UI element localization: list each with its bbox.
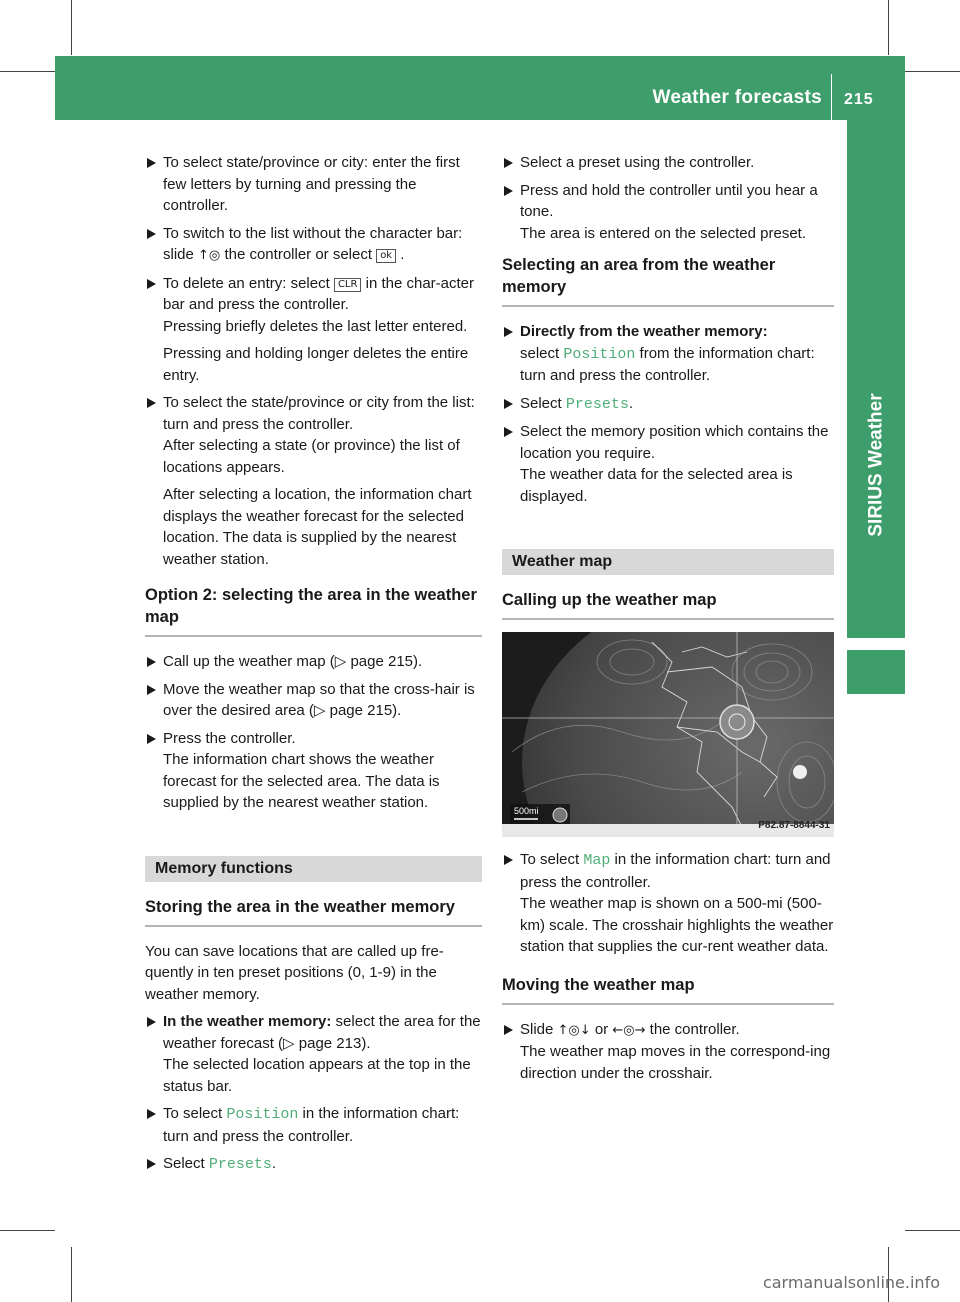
right-column	[502, 152, 834, 1090]
list-item	[502, 321, 834, 387]
list-item	[145, 1011, 482, 1097]
list-item	[145, 1103, 482, 1147]
instruction-text: Call up the weather map (▷ page 215).	[163, 653, 423, 670]
list-item	[502, 180, 834, 245]
crop-mark	[888, 0, 889, 55]
instruction-text: To select the state/province or city from the list: turn and press the controller.	[163, 394, 475, 433]
page-title: Weather forecasts	[652, 87, 822, 108]
section-heading: Moving the weather map	[502, 974, 834, 1005]
instruction-text: Select Presets.	[520, 394, 634, 413]
section-heading: Option 2: selecting the area in the weather map	[145, 584, 482, 637]
slide-up-controller-icon: ↑◎	[198, 248, 221, 263]
list-item	[145, 392, 482, 570]
list-item	[145, 651, 482, 673]
slide-left-right-controller-icon: ←◎→	[612, 1022, 646, 1038]
figure-code: P82.87-8844-31	[758, 819, 830, 831]
crop-mark	[905, 71, 960, 72]
list-item	[502, 393, 834, 416]
menu-item-map: Map	[583, 852, 611, 869]
result-text: The weather map moves in the correspond-ing direction under the crosshair.	[520, 1043, 831, 1082]
watermark: carmanualsonline.info	[762, 1273, 940, 1292]
compass-icon	[553, 808, 567, 822]
result-text: The area is entered on the selected preset.	[520, 224, 807, 242]
instruction-text: select Position from the information chart: turn and press the controller.	[520, 344, 815, 384]
weather-map-image	[502, 632, 834, 837]
instruction-text: Move the weather map so that the cross-hair is over the desired area (▷ page 215).	[163, 680, 475, 719]
menu-item-position: Position	[563, 345, 636, 363]
slide-up-down-controller-icon: ↑◎↓	[557, 1022, 591, 1038]
weather-map-figure	[502, 632, 834, 837]
instruction-text: Press the controller.	[163, 729, 296, 747]
list-item	[145, 273, 482, 387]
result-text: Pressing briefly deletes the last letter entered.	[163, 317, 468, 335]
crop-mark	[905, 1230, 960, 1231]
crop-mark	[0, 1230, 55, 1231]
list-item	[145, 728, 482, 814]
section-heading: Calling up the weather map	[502, 589, 834, 620]
instruction-text: To select state/province or city: enter the first few letters by turning and pressing the controller.	[163, 154, 460, 214]
menu-item-position: Position	[226, 1106, 299, 1123]
list-item	[145, 223, 482, 267]
header-divider	[831, 74, 832, 120]
list-item	[502, 152, 834, 174]
crop-mark	[71, 1247, 72, 1302]
crop-mark	[71, 0, 72, 55]
crop-mark	[0, 71, 55, 72]
side-tab	[847, 120, 905, 640]
instruction-text: In the weather memory: select the area for the weather forecast (▷ page 213).	[163, 1013, 481, 1052]
result-text: The information chart shows the weather forecast for the selected area. The data is supplied by the nearest weather station.	[163, 751, 440, 811]
menu-item-presets: Presets	[565, 395, 629, 413]
result-text: The weather map is shown on a 500-mi (500-km) scale. The crosshair highlights the weather station that supplies the cur-rent weather data.	[520, 895, 834, 955]
instruction-heading: Directly from the weather memory:	[520, 323, 768, 340]
result-text: After selecting a location, the information chart displays the weather forecast for the selected location. The data is supplied by the nearest weather station.	[163, 486, 472, 568]
instruction-text: To switch to the list without the character bar: slide ↑◎ the controller or select ok .	[163, 224, 463, 263]
result-text: The selected location appears at the top in the status bar.	[163, 1056, 471, 1095]
section-banner-weather-map: Weather map	[502, 549, 834, 575]
list-item	[145, 679, 482, 722]
list-item	[502, 1019, 834, 1085]
section-heading: Storing the area in the weather memory	[145, 896, 482, 927]
list-item	[502, 421, 834, 507]
page-number: 215	[844, 91, 874, 108]
instruction-text: Select a preset using the controller.	[520, 154, 755, 171]
menu-item-presets: Presets	[208, 1156, 272, 1173]
instruction-text: Slide ↑◎↓ or ←◎→ the controller.	[520, 1020, 740, 1038]
result-text: The weather data for the selected area is displayed.	[520, 466, 793, 505]
side-tab-marker	[847, 650, 905, 694]
list-item	[145, 1153, 482, 1176]
instruction-text: To select Map in the information chart: turn and press the controller.	[520, 851, 831, 891]
instruction-text: Select the memory position which contains the location you require.	[520, 423, 829, 462]
side-tab-gap	[847, 638, 905, 650]
body-paragraph: You can save locations that are called up fre-quently in ten preset positions (0, 1-9) in the weather memory.	[145, 942, 444, 1003]
ok-button-icon: ok	[376, 249, 396, 263]
result-text: Pressing and holding longer deletes the entire entry.	[163, 345, 469, 384]
list-item	[145, 152, 482, 217]
instruction-text: Select Presets.	[163, 1155, 277, 1173]
section-heading: Selecting an area from the weather memory	[502, 254, 834, 307]
left-column	[145, 152, 482, 1182]
side-tab-label: SIRIUS Weather	[865, 393, 887, 537]
instruction-text: To select Position in the information chart: turn and press the controller.	[163, 1105, 460, 1145]
list-item	[502, 849, 834, 958]
map-scale-label: 500mi	[514, 806, 539, 816]
instruction-text: Press and hold the controller until you hear a tone.	[520, 181, 818, 220]
instruction-text: To delete an entry: select CLR in the char-acter bar and press the controller.	[163, 274, 475, 313]
section-banner-memory: Memory functions	[145, 856, 482, 882]
clr-button-icon: CLR	[334, 278, 362, 292]
result-text: After selecting a state (or province) the list of locations appears.	[163, 437, 460, 476]
